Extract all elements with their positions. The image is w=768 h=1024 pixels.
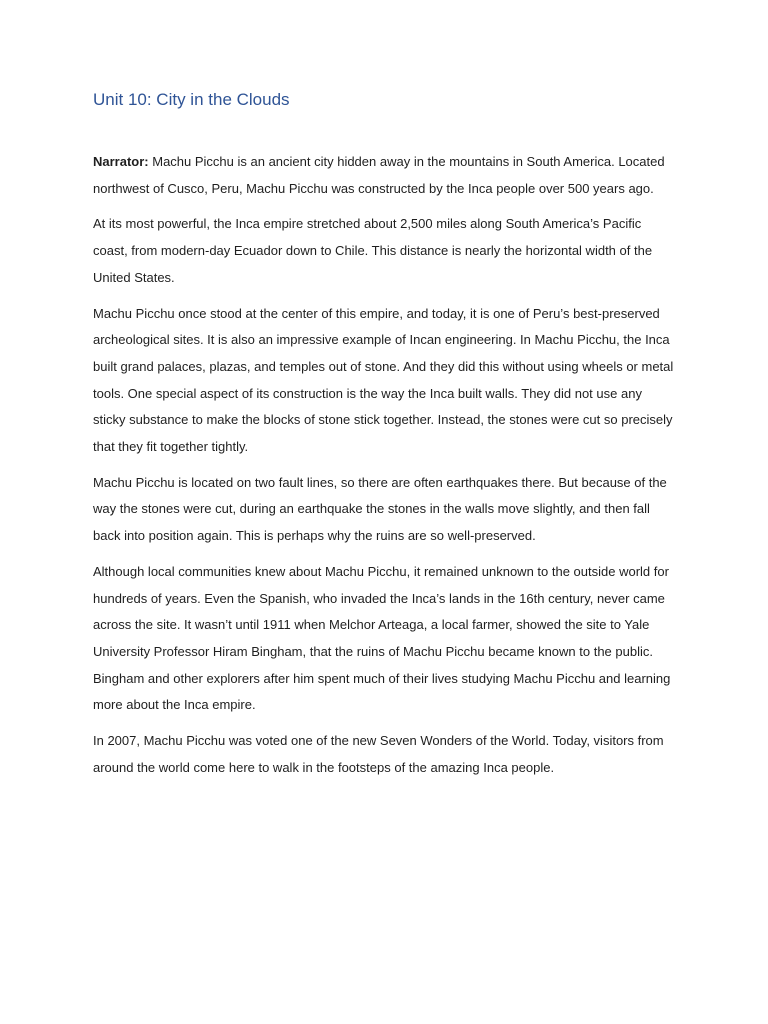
document-body bbox=[93, 88, 678, 790]
speaker-label: Narrator: bbox=[93, 154, 149, 169]
paragraph-inca-empire: At its most powerful, the Inca empire stretched about 2,500 miles along South America’s Pacific coast, from modern-day Ecuador down to Chile. This distance is nearly the horizontal width of the United States. bbox=[93, 216, 653, 285]
paragraph-seven-wonders: In 2007, Machu Picchu was voted one of the new Seven Wonders of the World. Today, visitors from around the world come here to walk in the footsteps of the amazing Inca people. bbox=[93, 733, 664, 775]
paragraph-narrator-intro bbox=[93, 149, 678, 202]
document-title: Unit 10: City in the Clouds bbox=[93, 90, 290, 109]
paragraph-discovery: Although local communities knew about Machu Picchu, it remained unknown to the outside world for hundreds of years. Even the Spanish, who invaded the Inca’s lands in the 16th century, never came across the site. It wasn’t until 1911 when Melchor Arteaga, a local farmer, showed the site to Yale University Professor Hiram Bingham, that the ruins of Machu Picchu became known to the public. Bingham and other explorers after him spent much of their lives studying Machu Picchu and learning more about the Inca empire. bbox=[93, 563, 671, 713]
paragraph-fault-lines: Machu Picchu is located on two fault lines, so there are often earthquakes there. But because of the way the stones were cut, during an earthquake the stones in the walls move slightly, and then fall back into position again. This is perhaps why the ruins are so well-preserved. bbox=[93, 474, 667, 544]
paragraph-engineering: Machu Picchu once stood at the center of this empire, and today, it is one of Peru’s best-preserved archeological sites. It is also an impressive example of Incan engineering. In Machu Picchu, the Inca built grand palaces, plazas, and temples out of stone. And they did this without using wheels or metal tools. One special aspect of its construction is the way the Inca built walls. They did not use any sticky substance to make the blocks of stone stick together. Instead, the stones were cut so precisely that they fit together tightly. bbox=[93, 305, 674, 455]
paragraph-text: Machu Picchu is an ancient city hidden away in the mountains in South America. Located northwest of Cusco, Peru, Machu Picchu was constructed by the Inca people over 500 years ago. bbox=[93, 154, 665, 196]
